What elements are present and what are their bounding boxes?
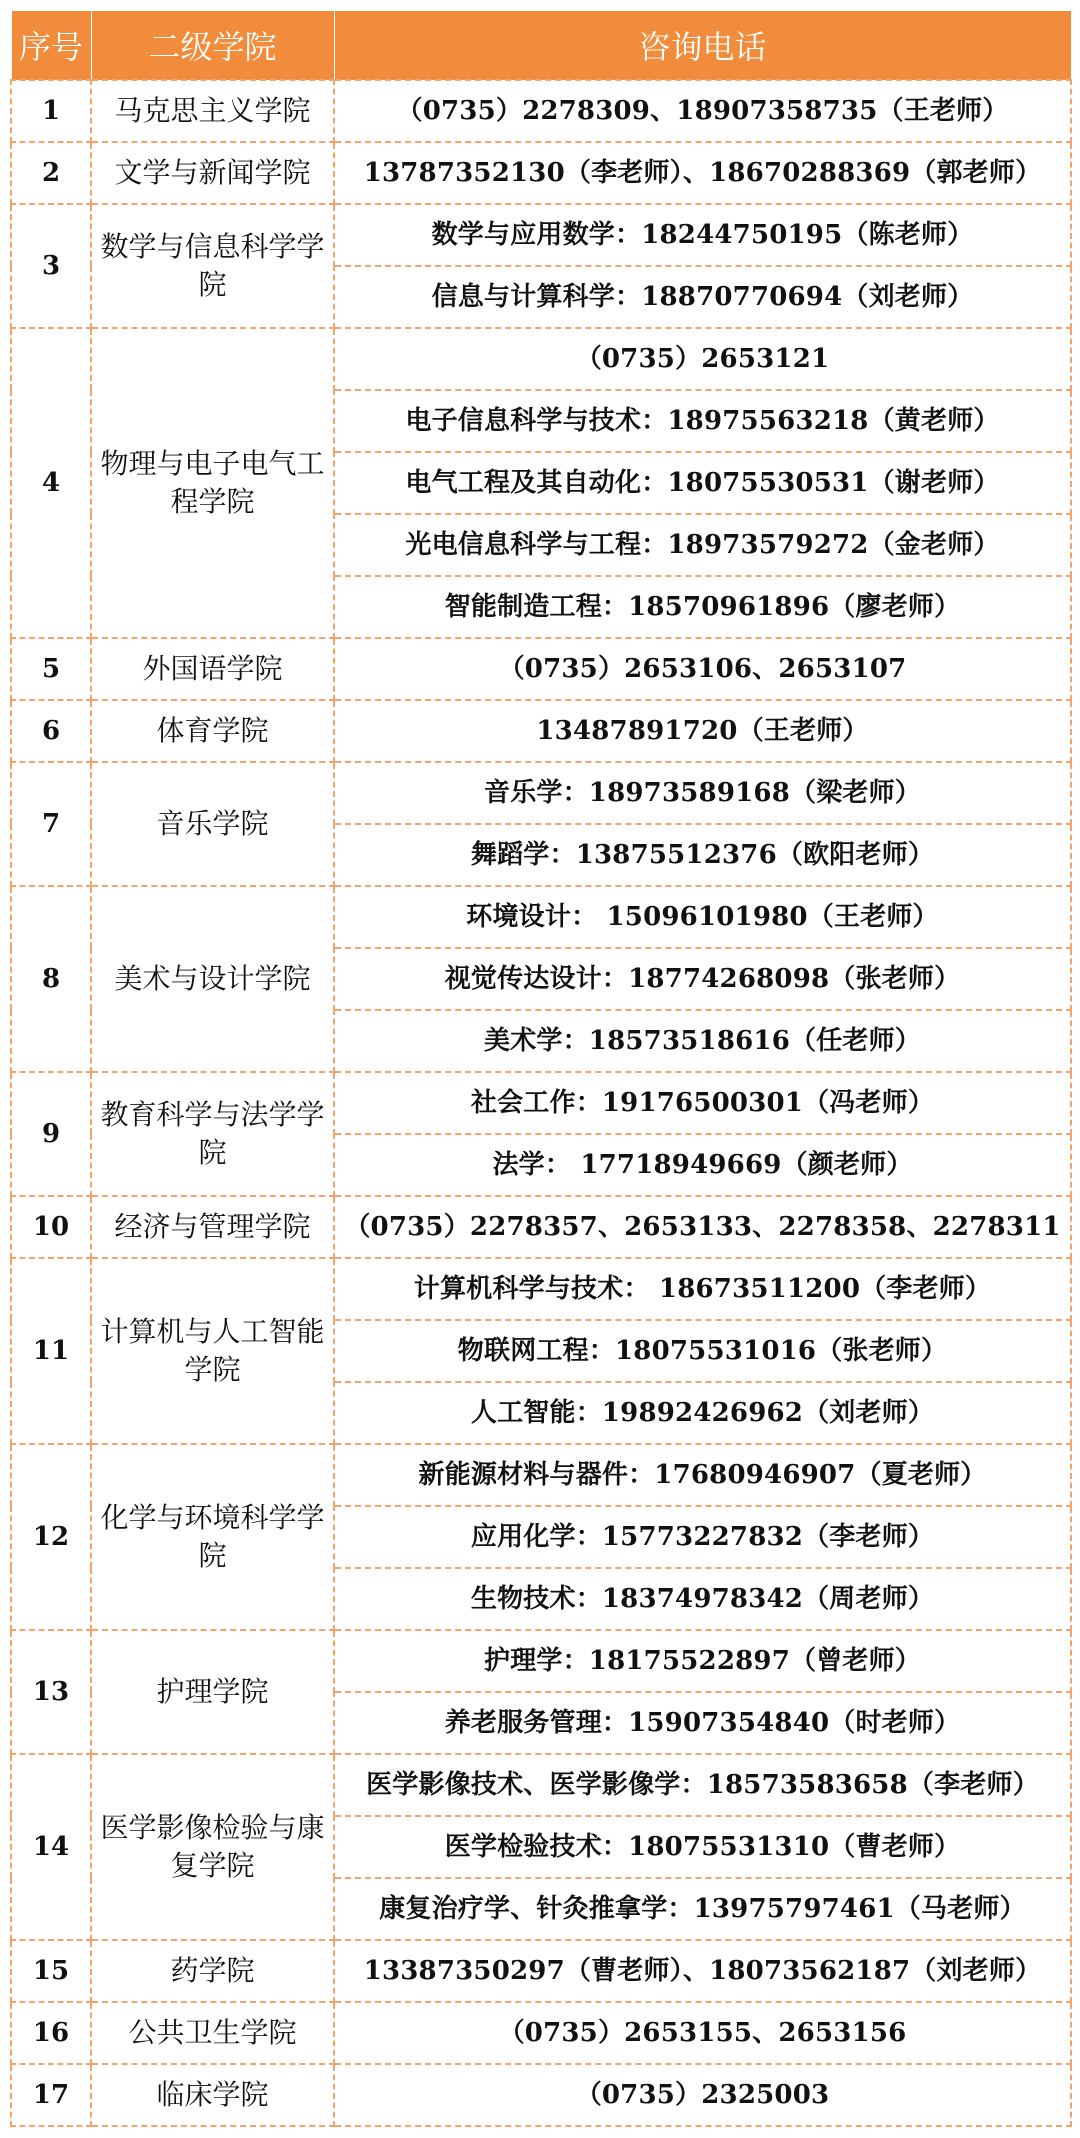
row-number: 7 xyxy=(11,762,91,886)
phone-entry: 13787352130（李老师）、18670288369（郭老师） xyxy=(334,142,1071,204)
phone-entry: （0735）2653155、2653156 xyxy=(334,2002,1071,2064)
table-row xyxy=(11,700,1071,762)
phone-entry: 新能源材料与器件：17680946907（夏老师） xyxy=(334,1444,1071,1506)
phone-entry: 养老服务管理：15907354840（时老师） xyxy=(334,1692,1071,1754)
phone-entry: 视觉传达设计：18774268098（张老师） xyxy=(334,948,1071,1010)
phone-entry: 信息与计算科学：18870770694（刘老师） xyxy=(334,266,1071,328)
row-number: 12 xyxy=(11,1444,91,1630)
row-number: 6 xyxy=(11,700,91,762)
table-row xyxy=(11,2064,1071,2126)
table-row xyxy=(11,1754,1071,1816)
row-number: 11 xyxy=(11,1258,91,1444)
table-row xyxy=(11,1196,1071,1258)
row-number: 3 xyxy=(11,204,91,328)
phone-entry: 物联网工程：18075531016（张老师） xyxy=(334,1320,1071,1382)
table-row xyxy=(11,886,1071,948)
phone-entry: 医学检验技术：18075531310（曹老师） xyxy=(334,1816,1071,1878)
phone-entry: 光电信息科学与工程：18973579272（金老师） xyxy=(334,514,1071,576)
row-number: 13 xyxy=(11,1630,91,1754)
phone-entry: 电子信息科学与技术：18975563218（黄老师） xyxy=(334,390,1071,452)
phone-entry: 护理学：18175522897（曾老师） xyxy=(334,1630,1071,1692)
table-row xyxy=(11,1072,1071,1134)
row-number: 5 xyxy=(11,638,91,700)
phone-entry: 人工智能：19892426962（刘老师） xyxy=(334,1382,1071,1444)
college-name: 护理学院 xyxy=(91,1630,334,1754)
table-row xyxy=(11,328,1071,390)
table-row xyxy=(11,2002,1071,2064)
college-name: 经济与管理学院 xyxy=(91,1196,334,1258)
table-row xyxy=(11,638,1071,700)
college-name: 外国语学院 xyxy=(91,638,334,700)
table-row xyxy=(11,80,1071,142)
row-number: 16 xyxy=(11,2002,91,2064)
college-name: 教育科学与法学学院 xyxy=(91,1072,334,1196)
phone-entry: 智能制造工程：18570961896（廖老师） xyxy=(334,576,1071,638)
row-number: 15 xyxy=(11,1940,91,2002)
table-header xyxy=(11,11,1071,81)
phone-entry: 计算机科学与技术： 18673511200（李老师） xyxy=(334,1258,1071,1320)
phone-entry: （0735）2653121 xyxy=(334,328,1071,390)
college-name: 计算机与人工智能学院 xyxy=(91,1258,334,1444)
table-row xyxy=(11,204,1071,266)
phone-entry: （0735）2278309、18907358735（王老师） xyxy=(334,80,1071,142)
contact-table xyxy=(10,10,1072,2127)
header-row xyxy=(11,11,1071,81)
row-number: 8 xyxy=(11,886,91,1072)
row-number: 14 xyxy=(11,1754,91,1940)
phone-entry: 13487891720（王老师） xyxy=(334,700,1071,762)
table-row xyxy=(11,1444,1071,1506)
phone-entry: 13387350297（曹老师）、18073562187（刘老师） xyxy=(334,1940,1071,2002)
college-name: 体育学院 xyxy=(91,700,334,762)
college-name: 数学与信息科学学院 xyxy=(91,204,334,328)
row-number: 9 xyxy=(11,1072,91,1196)
phone-entry: 舞蹈学：13875512376（欧阳老师） xyxy=(334,824,1071,886)
header-col-no: 序号 xyxy=(11,11,91,81)
phone-entry: 医学影像技术、医学影像学：18573583658（李老师） xyxy=(334,1754,1071,1816)
college-name: 医学影像检验与康复学院 xyxy=(91,1754,334,1940)
header-col-college: 二级学院 xyxy=(91,11,334,81)
college-name: 文学与新闻学院 xyxy=(91,142,334,204)
college-name: 美术与设计学院 xyxy=(91,886,334,1072)
table-body xyxy=(11,80,1071,2126)
row-number: 4 xyxy=(11,328,91,638)
phone-entry: 音乐学：18973589168（梁老师） xyxy=(334,762,1071,824)
row-number: 1 xyxy=(11,80,91,142)
table-row xyxy=(11,1940,1071,2002)
phone-entry: 环境设计： 15096101980（王老师） xyxy=(334,886,1071,948)
college-name: 音乐学院 xyxy=(91,762,334,886)
phone-entry: （0735）2325003 xyxy=(334,2064,1071,2126)
college-name: 药学院 xyxy=(91,1940,334,2002)
header-col-phone: 咨询电话 xyxy=(334,11,1071,81)
phone-entry: 生物技术：18374978342（周老师） xyxy=(334,1568,1071,1630)
table-row xyxy=(11,1258,1071,1320)
row-number: 10 xyxy=(11,1196,91,1258)
college-name: 物理与电子电气工程学院 xyxy=(91,328,334,638)
phone-entry: 电气工程及其自动化：18075530531（谢老师） xyxy=(334,452,1071,514)
phone-entry: （0735）2278357、2653133、2278358、2278311 xyxy=(334,1196,1071,1258)
phone-entry: 社会工作：19176500301（冯老师） xyxy=(334,1072,1071,1134)
college-name: 化学与环境科学学院 xyxy=(91,1444,334,1630)
table-row xyxy=(11,762,1071,824)
phone-entry: 数学与应用数学：18244750195（陈老师） xyxy=(334,204,1071,266)
phone-entry: （0735）2653106、2653107 xyxy=(334,638,1071,700)
phone-entry: 法学： 17718949669（颜老师） xyxy=(334,1134,1071,1196)
table-row xyxy=(11,1630,1071,1692)
phone-entry: 美术学：18573518616（任老师） xyxy=(334,1010,1071,1072)
row-number: 2 xyxy=(11,142,91,204)
college-name: 临床学院 xyxy=(91,2064,334,2126)
college-name: 马克思主义学院 xyxy=(91,80,334,142)
college-name: 公共卫生学院 xyxy=(91,2002,334,2064)
table-row xyxy=(11,142,1071,204)
row-number: 17 xyxy=(11,2064,91,2126)
phone-entry: 应用化学：15773227832（李老师） xyxy=(334,1506,1071,1568)
phone-entry: 康复治疗学、针灸推拿学：13975797461（马老师） xyxy=(334,1878,1071,1940)
